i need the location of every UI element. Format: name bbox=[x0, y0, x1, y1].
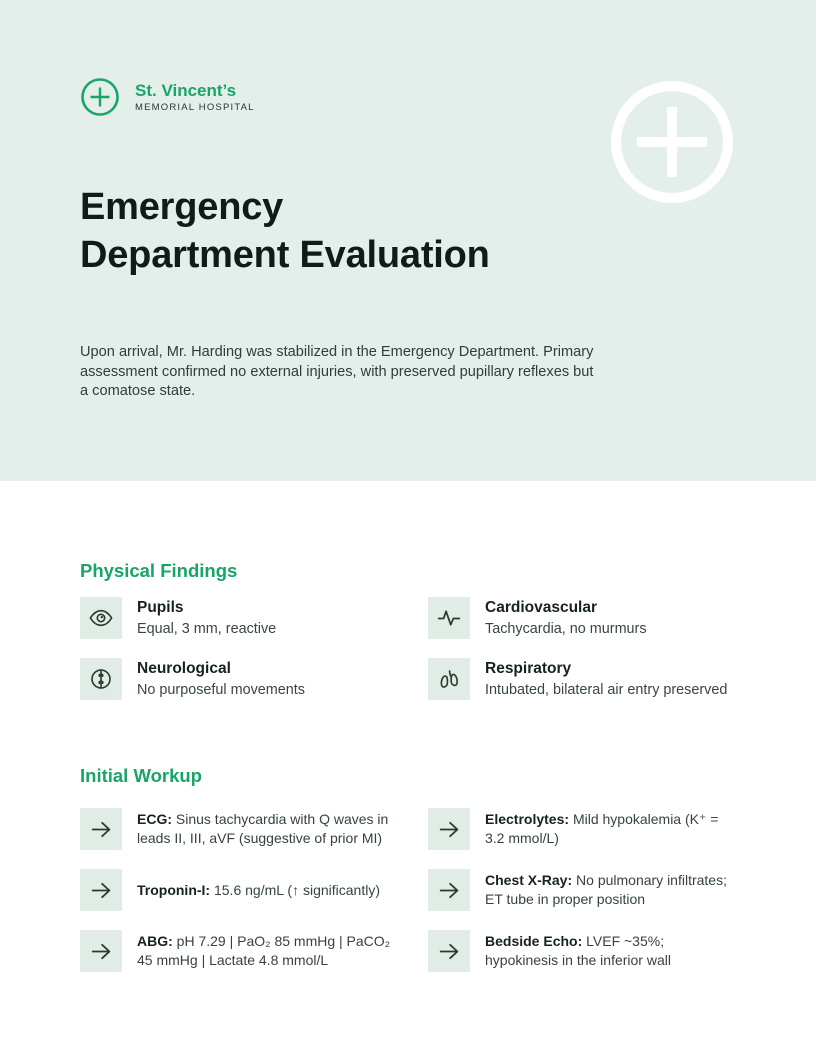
workup-label: Electrolytes: bbox=[485, 811, 570, 827]
arrow-right-icon bbox=[80, 930, 122, 972]
hospital-name: St. Vincent’s bbox=[135, 81, 237, 100]
workup-text bbox=[485, 871, 736, 909]
finding-text bbox=[137, 659, 305, 699]
plus-circle-icon bbox=[80, 77, 120, 117]
workup-item-ecg bbox=[80, 808, 428, 850]
workup-text bbox=[137, 932, 409, 970]
workup-text bbox=[137, 881, 380, 900]
finding-detail: Equal, 3 mm, reactive bbox=[137, 621, 277, 637]
finding-title: Cardiovascular bbox=[485, 599, 597, 616]
finding-text bbox=[485, 598, 647, 638]
brain-icon bbox=[80, 658, 122, 700]
finding-title: Respiratory bbox=[485, 660, 572, 677]
initial-workup-section bbox=[80, 765, 736, 972]
workup-detail: No pulmonary infiltrates; ET tube in proper position bbox=[485, 872, 727, 907]
page-title-line1: Emergency bbox=[80, 186, 284, 228]
finding-detail: Intubated, bilateral air entry preserved bbox=[485, 682, 728, 698]
physical-findings-heading: Physical Findings bbox=[80, 560, 238, 581]
lungs-icon bbox=[428, 658, 470, 700]
finding-item-pupils bbox=[80, 597, 428, 639]
finding-title: Neurological bbox=[137, 660, 231, 677]
workup-label: Bedside Echo: bbox=[485, 933, 583, 949]
finding-item-respiratory bbox=[428, 658, 736, 700]
finding-text bbox=[485, 659, 727, 699]
workup-detail: LVEF ~35%; hypokinesis in the inferior wall bbox=[485, 933, 671, 968]
hospital-logo-text bbox=[135, 81, 255, 113]
workup-text bbox=[485, 810, 736, 848]
workup-item-chest-xray bbox=[428, 869, 736, 911]
page-title-line2: Department Evaluation bbox=[80, 234, 490, 276]
finding-item-cardiovascular bbox=[428, 597, 736, 639]
hospital-subtitle: MEMORIAL HOSPITAL bbox=[135, 102, 255, 113]
finding-detail: Tachycardia, no murmurs bbox=[485, 621, 647, 637]
pulse-icon bbox=[428, 597, 470, 639]
arrow-right-icon bbox=[428, 808, 470, 850]
workup-label: ECG: bbox=[137, 811, 172, 827]
workup-label: ABG: bbox=[137, 933, 173, 949]
workup-item-bedside-echo bbox=[428, 930, 736, 972]
eye-icon bbox=[80, 597, 122, 639]
initial-workup-heading: Initial Workup bbox=[80, 765, 202, 786]
main-content bbox=[0, 481, 816, 972]
workup-label: Troponin-I: bbox=[137, 881, 211, 898]
finding-text bbox=[137, 598, 276, 638]
initial-workup-grid bbox=[80, 808, 736, 972]
workup-label: Chest X-Ray: bbox=[485, 872, 573, 888]
arrow-right-icon bbox=[80, 808, 122, 850]
workup-text bbox=[485, 932, 736, 970]
plus-circle-watermark-icon bbox=[610, 80, 734, 204]
workup-item-electrolytes bbox=[428, 808, 736, 850]
workup-detail: pH 7.29 | PaO₂ 85 mmHg | PaCO₂ 45 mmHg | Lactate 4.8 mmol/L bbox=[137, 933, 391, 968]
finding-title: Pupils bbox=[137, 599, 184, 616]
workup-detail: Mild hypokalemia (K⁺ = 3.2 mmol/L) bbox=[485, 811, 719, 846]
arrow-right-icon bbox=[428, 869, 470, 911]
hero-section bbox=[0, 0, 816, 481]
arrow-right-icon bbox=[80, 869, 122, 911]
arrow-right-icon bbox=[428, 930, 470, 972]
workup-item-abg bbox=[80, 930, 428, 972]
workup-detail: Sinus tachycardia with Q waves in leads II, III, aVF (suggestive of prior MI) bbox=[137, 811, 389, 846]
workup-item-troponin bbox=[80, 869, 428, 911]
workup-detail: 15.6 ng/mL (↑ significantly) bbox=[213, 881, 380, 898]
finding-detail: No purposeful movements bbox=[137, 682, 305, 698]
finding-item-neurological bbox=[80, 658, 428, 700]
physical-findings-grid bbox=[80, 597, 736, 700]
physical-findings-section bbox=[80, 560, 736, 700]
workup-text bbox=[137, 810, 409, 848]
intro-paragraph: Upon arrival, Mr. Harding was stabilized in the Emergency Department. Primary assessment confirmed no external injuries, with preserved pupillary reflexes but a comatose state. bbox=[80, 344, 594, 399]
